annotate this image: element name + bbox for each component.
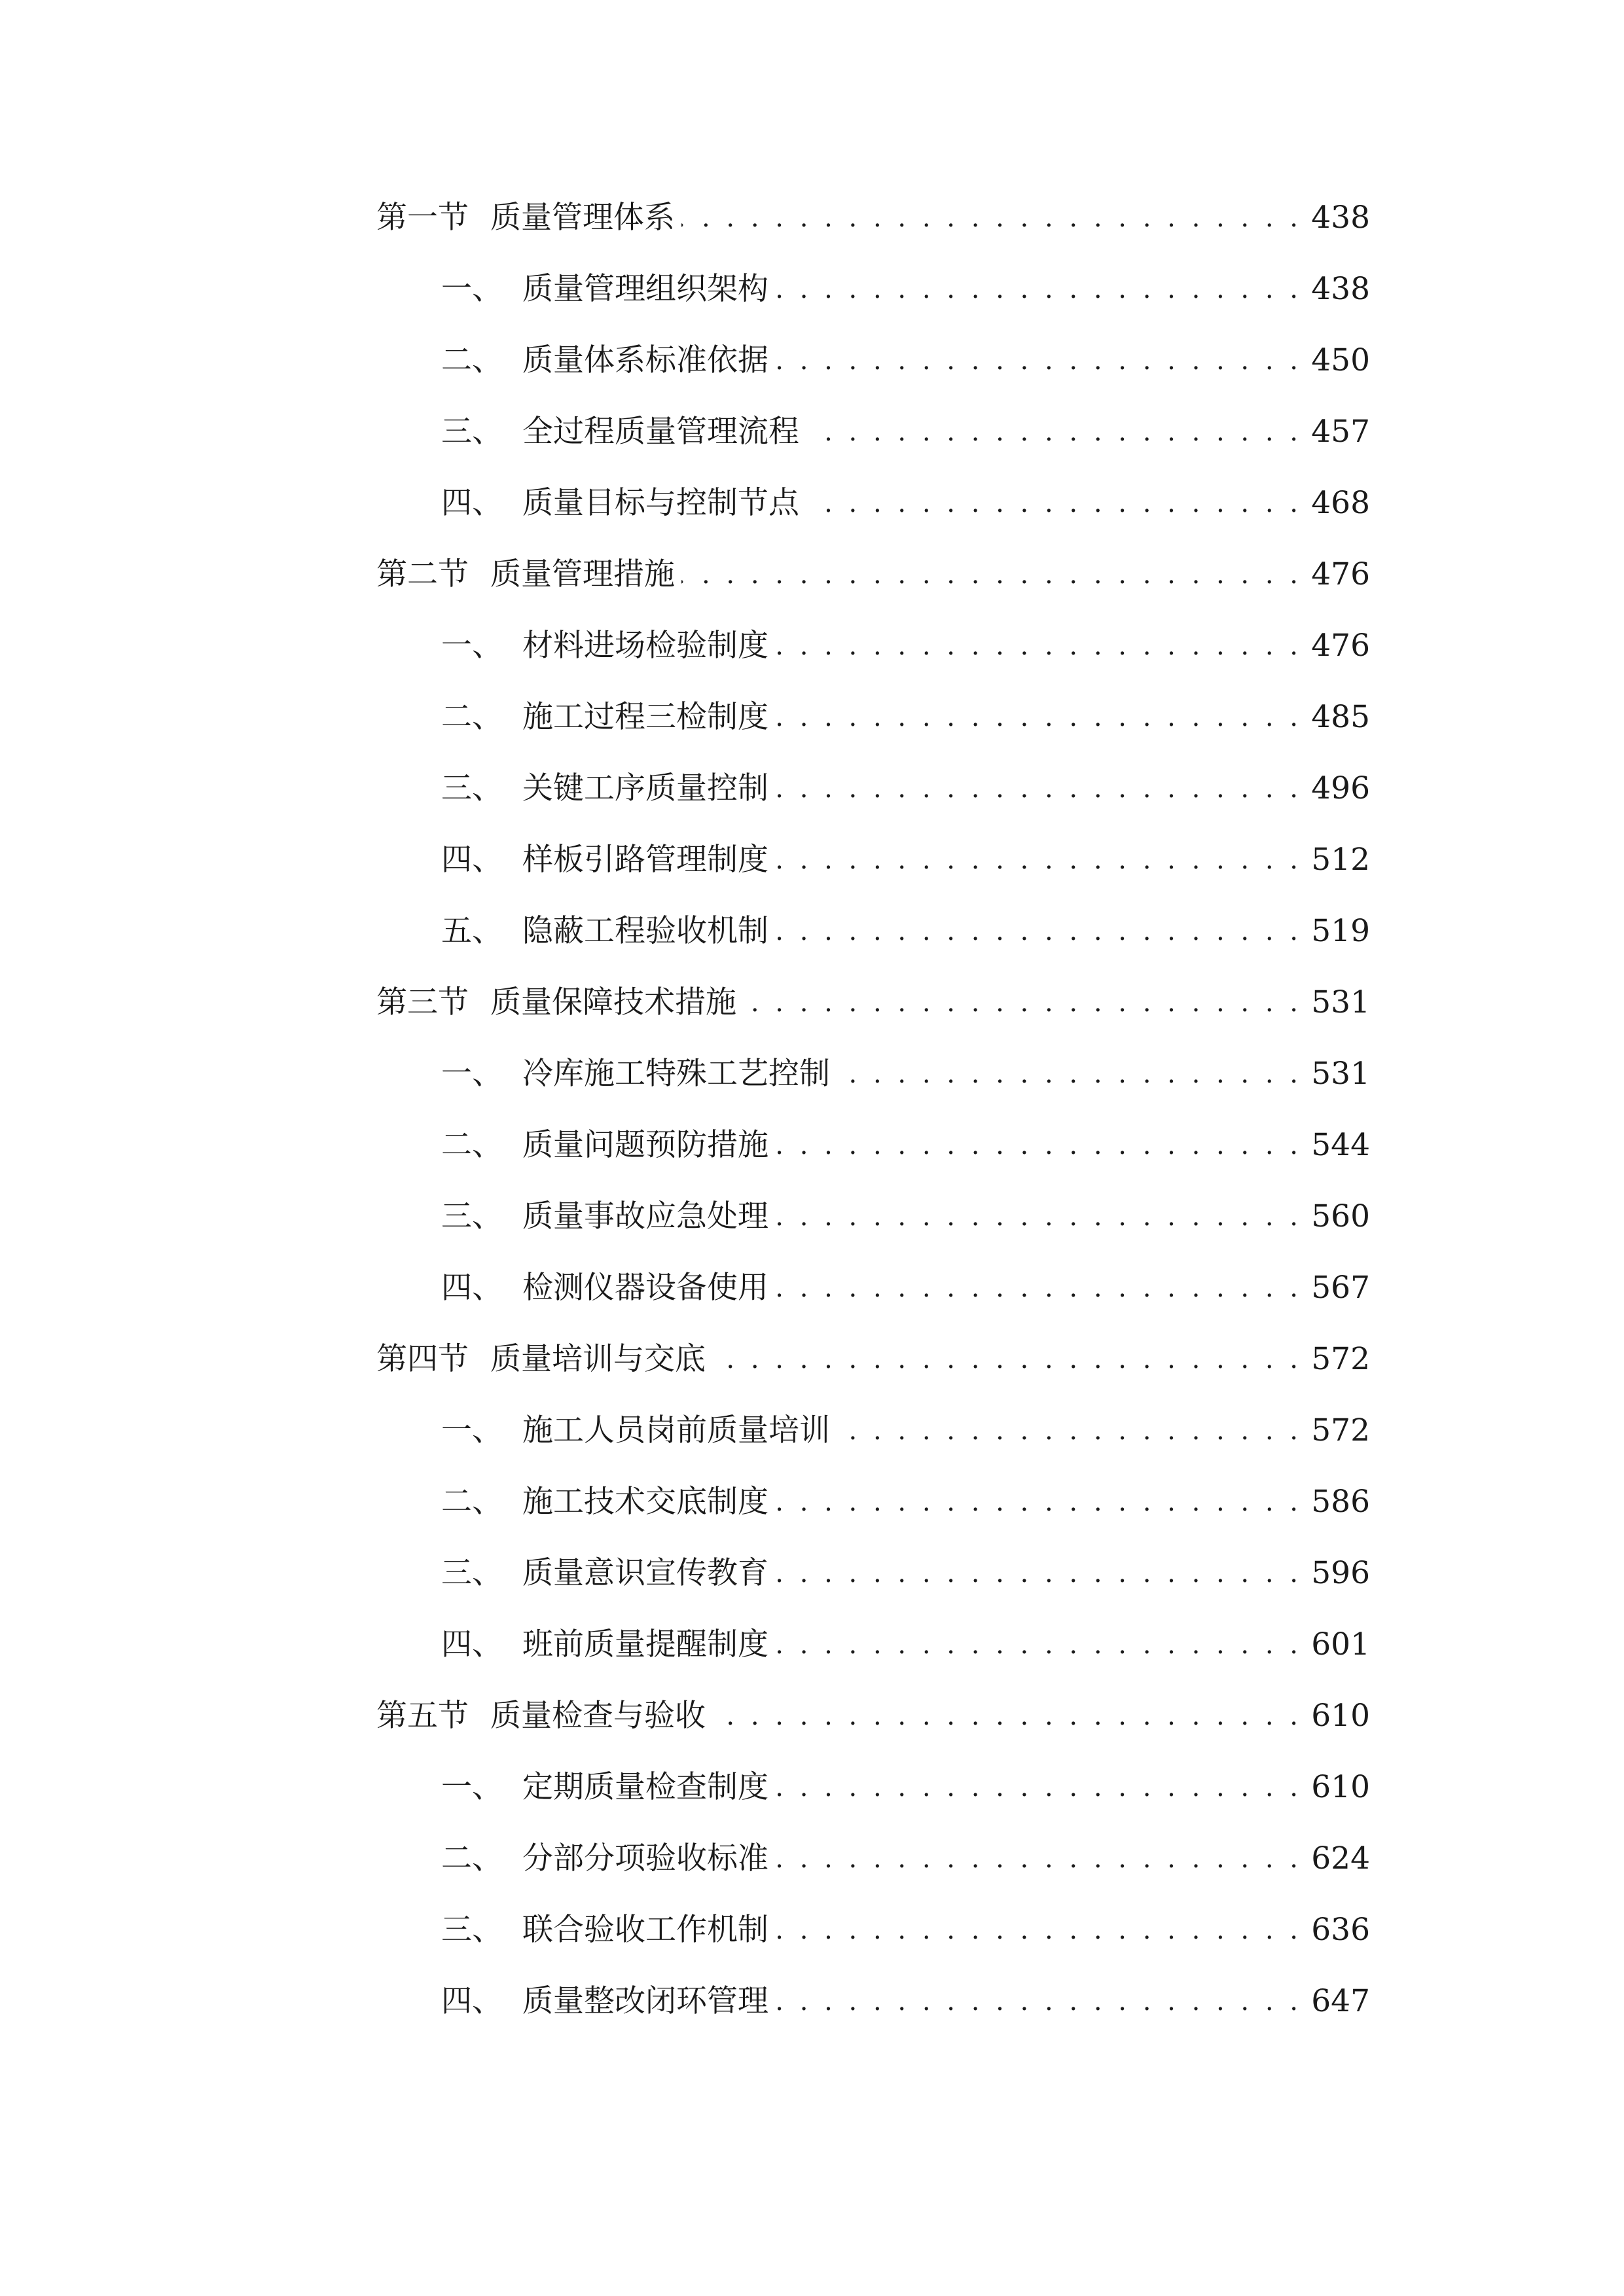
toc-entry[interactable] — [0, 1405, 1624, 1457]
dot-leader — [681, 548, 1302, 601]
toc-entry-title: 冷库施工特殊工艺控制 — [522, 1056, 830, 1092]
toc-entry[interactable] — [0, 477, 1624, 529]
toc-entry-title: 样板引路管理制度 — [522, 842, 768, 878]
toc-entry-number: 二、 — [441, 342, 503, 378]
toc-entry-page: 544 — [1311, 1127, 1370, 1163]
toc-entry-title: 质量问题预防措施 — [522, 1127, 768, 1163]
toc-entry-title: 质量体系标准依据 — [522, 342, 768, 378]
toc-entry-number: 第一节 — [376, 200, 469, 236]
toc-entry-title: 质量保障技术措施 — [490, 984, 736, 1020]
dot-leader — [775, 1975, 1302, 2028]
toc-entry[interactable] — [0, 691, 1624, 744]
toc-entry-title: 分部分项验收标准 — [522, 1840, 768, 1876]
dot-leader — [775, 1476, 1302, 1528]
toc-entry-title: 质量意识宣传教育 — [522, 1555, 768, 1591]
toc-entry[interactable] — [0, 834, 1624, 886]
toc-entry-number: 三、 — [441, 770, 503, 806]
toc-entry-page: 636 — [1311, 1912, 1370, 1948]
dot-leader — [775, 334, 1302, 387]
toc-entry-section-1[interactable] — [0, 192, 1624, 244]
toc-entry[interactable] — [0, 1476, 1624, 1528]
toc-entry-title: 质量管理措施 — [490, 556, 675, 592]
toc-entry-number: 三、 — [441, 1912, 503, 1948]
toc-entry-number: 二、 — [441, 1840, 503, 1876]
toc-entry-number: 三、 — [441, 1198, 503, 1234]
dot-leader — [775, 1191, 1302, 1243]
dot-leader — [837, 1048, 1302, 1100]
toc-entry-page: 438 — [1311, 200, 1370, 236]
dot-leader — [775, 905, 1302, 958]
toc-entry-page: 476 — [1311, 556, 1370, 592]
toc-entry-number: 一、 — [441, 628, 503, 664]
dot-leader — [775, 1119, 1302, 1172]
toc-entry-number: 一、 — [441, 271, 503, 307]
toc-entry-title: 质量培训与交底 — [490, 1341, 706, 1377]
toc-entry[interactable] — [0, 263, 1624, 315]
dot-leader — [743, 977, 1302, 1029]
dot-leader — [837, 1405, 1302, 1457]
toc-entry-page: 586 — [1311, 1484, 1370, 1520]
toc-entry-number: 一、 — [441, 1056, 503, 1092]
toc-entry-number: 四、 — [441, 1983, 503, 2019]
toc-entry-page: 468 — [1311, 485, 1370, 521]
toc-entry-page: 512 — [1311, 842, 1370, 878]
toc-entry[interactable] — [0, 1119, 1624, 1172]
dot-leader — [775, 762, 1302, 815]
dot-leader — [775, 1547, 1302, 1600]
toc-entry-number: 二、 — [441, 699, 503, 735]
toc-entry-page: 572 — [1311, 1341, 1370, 1377]
toc-entry-title: 班前质量提醒制度 — [522, 1626, 768, 1662]
toc-entry-section-2[interactable] — [0, 548, 1624, 601]
toc-entry-title: 定期质量检查制度 — [522, 1769, 768, 1805]
toc-entry-title: 施工人员岗前质量培训 — [522, 1412, 830, 1448]
toc-entry[interactable] — [0, 334, 1624, 387]
toc-entry-page: 496 — [1311, 770, 1370, 806]
toc-entry-page: 450 — [1311, 342, 1370, 378]
dot-leader — [775, 1619, 1302, 1671]
toc-entry-section-4[interactable] — [0, 1333, 1624, 1386]
toc-entry[interactable] — [0, 620, 1624, 672]
toc-entry-number: 第五节 — [376, 1698, 469, 1734]
toc-entry-number: 三、 — [441, 414, 503, 450]
toc-entry-page: 531 — [1311, 984, 1370, 1020]
toc-entry[interactable] — [0, 1975, 1624, 2028]
toc-entry-number: 四、 — [441, 842, 503, 878]
toc-entry-title: 检测仪器设备使用 — [522, 1270, 768, 1306]
toc-entry-title: 隐蔽工程验收机制 — [522, 913, 768, 949]
toc-entry-title: 质量事故应急处理 — [522, 1198, 768, 1234]
dot-leader — [712, 1690, 1302, 1742]
toc-entry-number: 五、 — [441, 913, 503, 949]
toc-entry-title: 质量目标与控制节点 — [522, 485, 799, 521]
toc-entry-page: 457 — [1311, 414, 1370, 450]
toc-entry-page: 438 — [1311, 271, 1370, 307]
toc-entry-number: 四、 — [441, 1270, 503, 1306]
toc-entry-number: 一、 — [441, 1412, 503, 1448]
toc-entry-number: 第二节 — [376, 556, 469, 592]
toc-entry-page: 572 — [1311, 1412, 1370, 1448]
toc-entry-title: 关键工序质量控制 — [522, 770, 768, 806]
toc-entry-page: 610 — [1311, 1698, 1370, 1734]
toc-entry-number: 四、 — [441, 1626, 503, 1662]
toc-entry[interactable] — [0, 1761, 1624, 1814]
dot-leader — [775, 263, 1302, 315]
toc-entry-number: 第四节 — [376, 1341, 469, 1377]
toc-entry-section-3[interactable] — [0, 977, 1624, 1029]
toc-entry[interactable] — [0, 1547, 1624, 1600]
toc-entry-number: 三、 — [441, 1555, 503, 1591]
toc-entry-page: 601 — [1311, 1626, 1370, 1662]
toc-entry-number: 一、 — [441, 1769, 503, 1805]
toc-entry-title: 材料进场检验制度 — [522, 628, 768, 664]
toc-entry-page: 560 — [1311, 1198, 1370, 1234]
toc-entry-section-5[interactable] — [0, 1690, 1624, 1742]
dot-leader — [806, 477, 1302, 529]
dot-leader — [775, 1904, 1302, 1956]
toc-entry[interactable] — [0, 1619, 1624, 1671]
toc-entry-title: 施工技术交底制度 — [522, 1484, 768, 1520]
dot-leader — [775, 1833, 1302, 1885]
dot-leader — [775, 691, 1302, 744]
toc-entry-title: 质量管理组织架构 — [522, 271, 768, 307]
toc-entry-number: 二、 — [441, 1484, 503, 1520]
toc-entry[interactable] — [0, 406, 1624, 458]
dot-leader — [712, 1333, 1302, 1386]
toc-entry-title: 施工过程三检制度 — [522, 699, 768, 735]
dot-leader — [775, 834, 1302, 886]
toc-entry-number: 第三节 — [376, 984, 469, 1020]
dot-leader — [806, 406, 1302, 458]
toc-entry-title: 质量整改闭环管理 — [522, 1983, 768, 2019]
dot-leader — [775, 620, 1302, 672]
toc-entry[interactable] — [0, 1048, 1624, 1100]
toc-entry-title: 质量管理体系 — [490, 200, 675, 236]
toc-entry-page: 519 — [1311, 913, 1370, 949]
toc-entry-number: 四、 — [441, 485, 503, 521]
toc-entry[interactable] — [0, 1833, 1624, 1885]
toc-entry-number: 二、 — [441, 1127, 503, 1163]
toc-entry-page: 647 — [1311, 1983, 1370, 2019]
toc-entry-page: 476 — [1311, 628, 1370, 664]
dot-leader — [775, 1262, 1302, 1314]
dot-leader — [681, 192, 1302, 244]
toc-entry-page: 596 — [1311, 1555, 1370, 1591]
toc-entry[interactable] — [0, 905, 1624, 958]
toc-entry-page: 485 — [1311, 699, 1370, 735]
toc-entry[interactable] — [0, 762, 1624, 815]
dot-leader — [775, 1761, 1302, 1814]
toc-entry-title: 质量检查与验收 — [490, 1698, 706, 1734]
toc-entry[interactable] — [0, 1191, 1624, 1243]
toc-entry-title: 全过程质量管理流程 — [522, 414, 799, 450]
toc-entry[interactable] — [0, 1262, 1624, 1314]
toc-entry-page: 531 — [1311, 1056, 1370, 1092]
toc-entry-page: 624 — [1311, 1840, 1370, 1876]
toc-entry-page: 567 — [1311, 1270, 1370, 1306]
toc-entry[interactable] — [0, 1904, 1624, 1956]
toc-entry-title: 联合验收工作机制 — [522, 1912, 768, 1948]
toc-entry-page: 610 — [1311, 1769, 1370, 1805]
